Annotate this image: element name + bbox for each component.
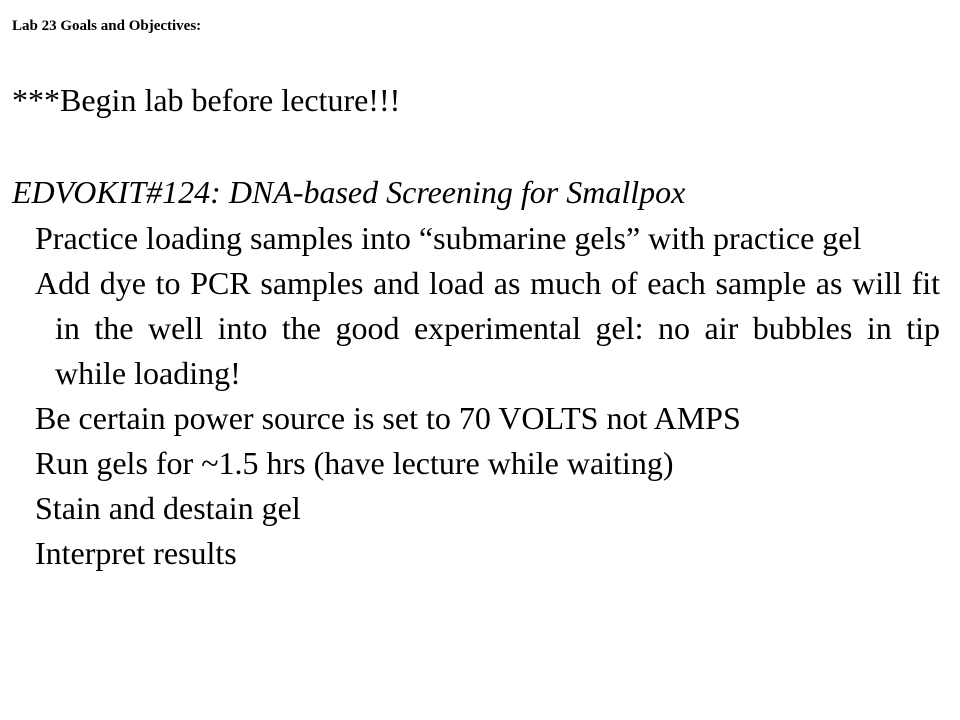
step-add-dye-load-samples: Add dye to PCR samples and load as much of each sample as will fit in the well into the good experimental gel: no air bubbles in tip while loading! <box>35 265 940 391</box>
step-interpret-results: Interpret results <box>35 535 237 571</box>
step-run-gels: Run gels for ~1.5 hrs (have lecture while waiting) <box>35 445 674 481</box>
step-power-source-check: Be certain power source is set to 70 VOLTS not AMPS <box>35 400 741 436</box>
step-practice-loading: Practice loading samples into “submarine gels” with practice gel <box>35 220 862 256</box>
procedure-steps-list <box>35 216 940 576</box>
slide-header: Lab 23 Goals and Objectives: <box>12 18 202 34</box>
begin-lab-alert: ***Begin lab before lecture!!! <box>12 82 401 118</box>
kit-title: EDVOKIT#124: DNA-based Screening for Smallpox <box>12 174 686 210</box>
step-stain-destain: Stain and destain gel <box>35 490 301 526</box>
